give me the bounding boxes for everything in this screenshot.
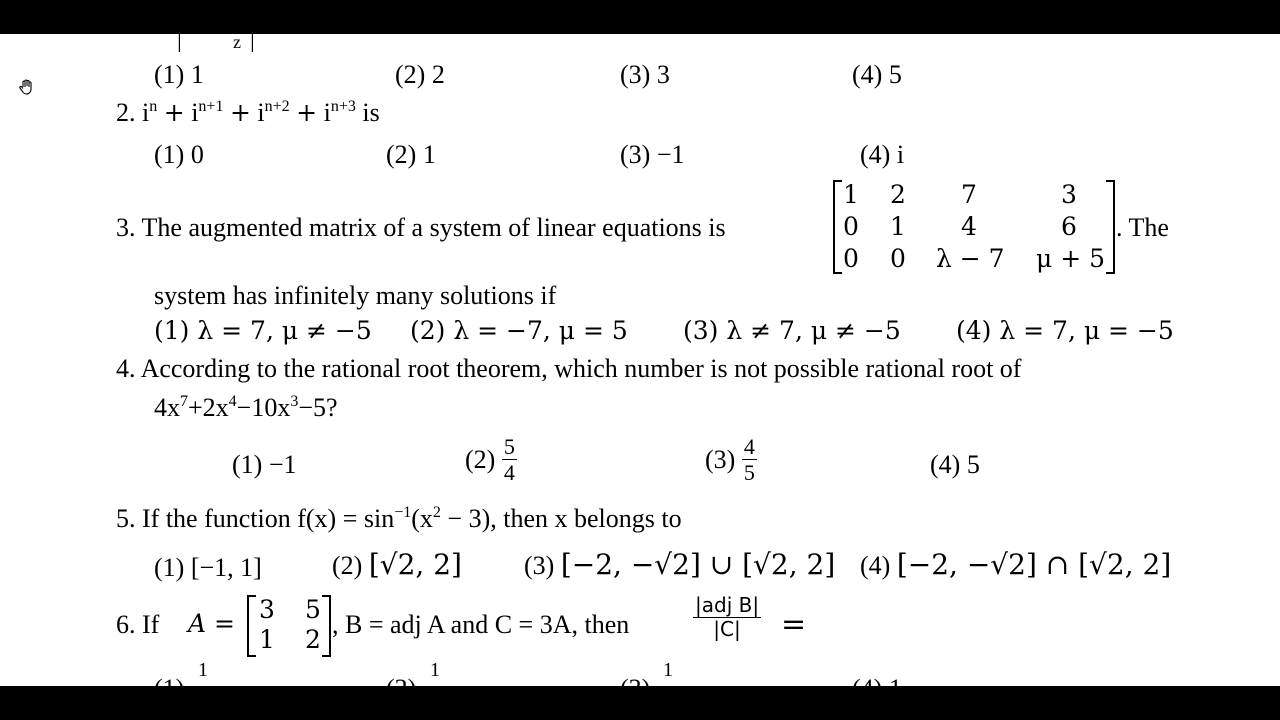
q1-option-3: (3) 3	[620, 60, 670, 89]
q3-matrix-cell: 0	[843, 212, 859, 241]
q5-option-3: (3) [−2, −√2] ∪ [√2, 2]	[524, 548, 836, 581]
q6-fraction: $\frac{\text{|adj B|}}{|C|}$	[695, 593, 760, 641]
q1-partial-bracket: |	[177, 27, 182, 53]
q3-matrix-cell: 7	[961, 180, 977, 209]
q6-matrix-cell: 5	[305, 595, 321, 624]
q6-prefix: 6. If	[116, 610, 160, 639]
q5-question: 5. If the function $f(x) = \sin^{-1}(x^2 - 3)$, then x belongs to	[116, 504, 682, 533]
q1-partial-z: z	[233, 32, 241, 52]
q4-polynomial: $4x^7+2x^4-10x^3-5$?	[154, 393, 338, 422]
q1-option-2: (2) 2	[395, 60, 445, 89]
q2-option-4: (4) i	[860, 140, 905, 169]
q3-matrix-cell: 2	[890, 180, 906, 209]
document-page	[0, 27, 1280, 686]
q6-matrix-cell: 2	[305, 625, 321, 654]
q3-matrix-cell: 1	[890, 212, 906, 241]
q3-matrix-cell: λ − 7	[936, 244, 1005, 273]
q3-matrix-cell: 0	[843, 244, 859, 273]
q1-option-4: (4) 5	[852, 60, 902, 89]
q3-option-3: (3) λ ≠ 7, μ ≠ −5	[683, 316, 901, 345]
q6-matrix	[247, 595, 331, 657]
q2-option-2: (2) 1	[386, 140, 436, 169]
q4-line1: 4. According to the rational root theorem, which number is not possible rational root of	[116, 354, 1022, 383]
q3-matrix-cell: 0	[890, 244, 906, 273]
q6-matrix-cell: 1	[259, 625, 275, 654]
q1-option-1: (1) 1	[154, 60, 204, 89]
q3-option-1: (1) λ = 7, μ ≠ −5	[154, 316, 372, 345]
q1-partial-bracket-right: |	[250, 27, 255, 53]
q2-option-3: (3) −1	[620, 140, 685, 169]
q4-option-3-fraction: $\frac{4}{5}$	[743, 434, 755, 486]
q6-matrix-left-bracket	[247, 595, 256, 657]
q6-mid-text: , B = adj A and C = 3A, then	[332, 610, 630, 639]
q3-matrix-left-bracket	[833, 180, 842, 274]
q6-A-equals: A =	[188, 609, 235, 638]
q6-partial-one: 1	[198, 659, 208, 681]
q6-matrix-cell: 3	[259, 595, 275, 624]
q3-matrix-cell: 3	[1061, 180, 1077, 209]
q4-option-2-fraction: $\frac{5}{4}$	[503, 434, 515, 486]
q3-matrix-right-bracket	[1106, 180, 1115, 274]
q3-matrix-cell: 4	[961, 212, 977, 241]
q3-matrix-cell: 1	[843, 180, 859, 209]
top-black-bar	[0, 0, 1280, 34]
q3-after-matrix: . The	[1116, 213, 1169, 242]
q3-line2: system has infinitely many solutions if	[154, 281, 557, 310]
q3-matrix	[833, 180, 1115, 274]
q6-partial-one: 1	[430, 659, 440, 681]
q5-option-4: (4) [−2, −√2] ∩ [√2, 2]	[860, 548, 1172, 581]
q3-option-4: (4) λ = 7, μ = −5	[956, 316, 1174, 345]
q4-option-4: (4) 5	[930, 450, 980, 479]
q6-partial-one: 1	[663, 659, 673, 681]
q3-matrix-cell: μ + 5	[1036, 244, 1105, 273]
q5-option-2: (2) [√2, 2]	[332, 548, 462, 581]
q3-matrix-cell: 6	[1061, 212, 1077, 241]
q3-option-2: (2) λ = −7, μ = 5	[410, 316, 628, 345]
q4-option-2: (2) $\frac{5}{4}$	[465, 434, 515, 486]
q6-equals: =	[781, 607, 807, 642]
hand-cursor-icon	[17, 78, 37, 98]
q2-number: 2.	[116, 98, 136, 127]
bottom-black-bar	[0, 686, 1280, 720]
q6-matrix-right-bracket	[322, 595, 331, 657]
q4-option-3: (3) $\frac{4}{5}$	[705, 434, 755, 486]
q2-question: 2. $i^n + i^{n+1} + i^{n+2} + i^{n+3}$ is	[116, 98, 380, 127]
q4-option-1: (1) −1	[232, 450, 297, 479]
q5-option-1: (1) [−1, 1]	[154, 553, 262, 582]
q2-option-1: (1) 0	[154, 140, 204, 169]
q3-lead: 3. The augmented matrix of a system of linear equations is	[116, 213, 726, 242]
